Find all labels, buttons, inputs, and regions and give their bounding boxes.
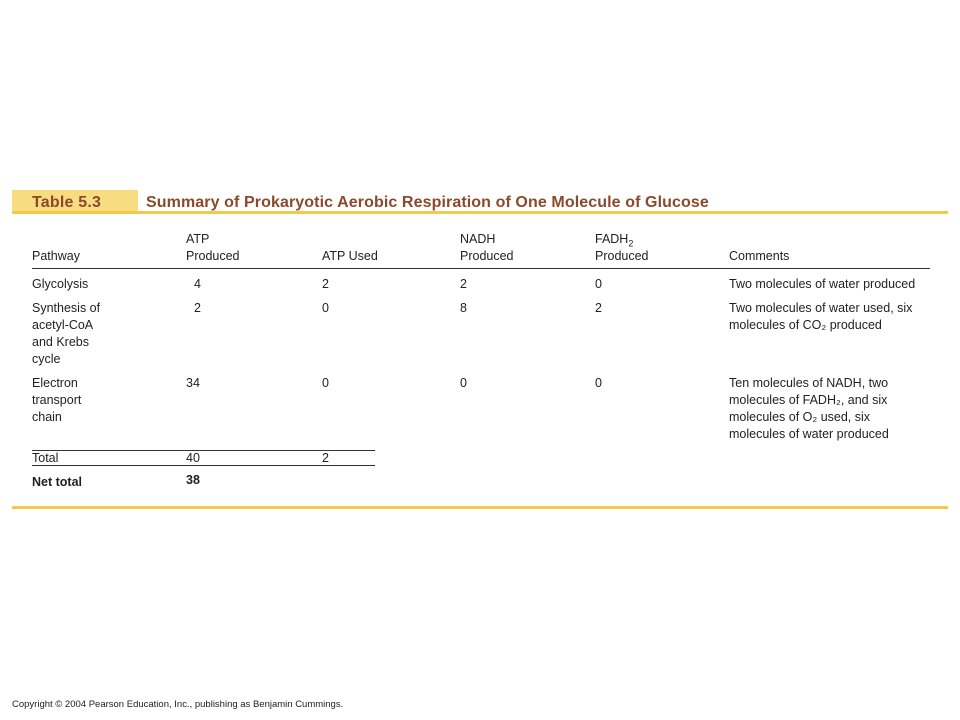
row-2-nadh: 8 bbox=[460, 301, 467, 315]
row-3-atp-used: 0 bbox=[322, 376, 329, 390]
row-1-atp-used: 2 bbox=[322, 277, 329, 291]
row-2-comments: Two molecules of water used, six molecules of CO₂ produced bbox=[729, 301, 913, 332]
header-fadh-line1 bbox=[595, 231, 633, 248]
header-atp-produced-line2: Produced bbox=[186, 249, 240, 263]
net-total-label: Net total bbox=[32, 475, 82, 489]
total-rule-bottom bbox=[32, 465, 375, 466]
row-1-fadh: 0 bbox=[595, 277, 602, 291]
row-1-comments: Two molecules of water produced bbox=[729, 277, 916, 291]
header-atp-used: ATP Used bbox=[322, 249, 378, 263]
row-2-pathway-line2: acetyl-CoA bbox=[32, 318, 94, 332]
header-comments: Comments bbox=[729, 249, 790, 263]
row-1-pathway: Glycolysis bbox=[32, 277, 89, 291]
row-1-atp-produced: 4 bbox=[194, 277, 201, 291]
header-rule bbox=[32, 268, 930, 269]
row-2-fadh: 2 bbox=[595, 301, 602, 315]
total-label: Total bbox=[32, 451, 59, 465]
header-pathway: Pathway bbox=[32, 249, 80, 263]
copyright-notice: Copyright © 2004 Pearson Education, Inc., publishing as Benjamin Cummings. bbox=[12, 699, 344, 710]
row-3-nadh: 0 bbox=[460, 376, 467, 390]
header-fadh-base: FADH bbox=[595, 232, 629, 246]
header-fadh-line2: Produced bbox=[595, 249, 649, 263]
row-3-atp-produced: 34 bbox=[186, 376, 200, 390]
row-2-pathway-line3: and Krebs bbox=[32, 335, 89, 349]
row-2-pathway-line4: cycle bbox=[32, 352, 61, 366]
total-atp-used: 2 bbox=[322, 451, 329, 465]
table-label: Table 5.3 bbox=[32, 194, 102, 211]
total-atp-produced: 40 bbox=[186, 451, 200, 465]
header-atp-produced-line1: ATP bbox=[186, 232, 210, 246]
row-3-pathway-line2: transport bbox=[32, 393, 82, 407]
header-fadh-subscript: 2 bbox=[628, 238, 634, 249]
row-3-comments: Ten molecules of NADH, two molecules of FADH₂, and six molecules of O₂ used, six molecules of water produced bbox=[729, 376, 889, 441]
row-3-pathway-line1: Electron bbox=[32, 376, 78, 390]
table-title: Summary of Prokaryotic Aerobic Respiration of One Molecule of Glucose bbox=[146, 194, 709, 211]
row-3-pathway-line3: chain bbox=[32, 410, 62, 424]
row-3-fadh: 0 bbox=[595, 376, 602, 390]
row-2-pathway-line1: Synthesis of bbox=[32, 301, 101, 315]
header-nadh-line1: NADH bbox=[460, 232, 496, 246]
header-nadh-line2: Produced bbox=[460, 249, 514, 263]
row-1-nadh: 2 bbox=[460, 277, 467, 291]
row-2-atp-used: 0 bbox=[322, 301, 329, 315]
row-2-atp-produced: 2 bbox=[194, 301, 201, 315]
net-total-value: 38 bbox=[186, 473, 200, 487]
table-bottom-rule bbox=[12, 506, 948, 509]
